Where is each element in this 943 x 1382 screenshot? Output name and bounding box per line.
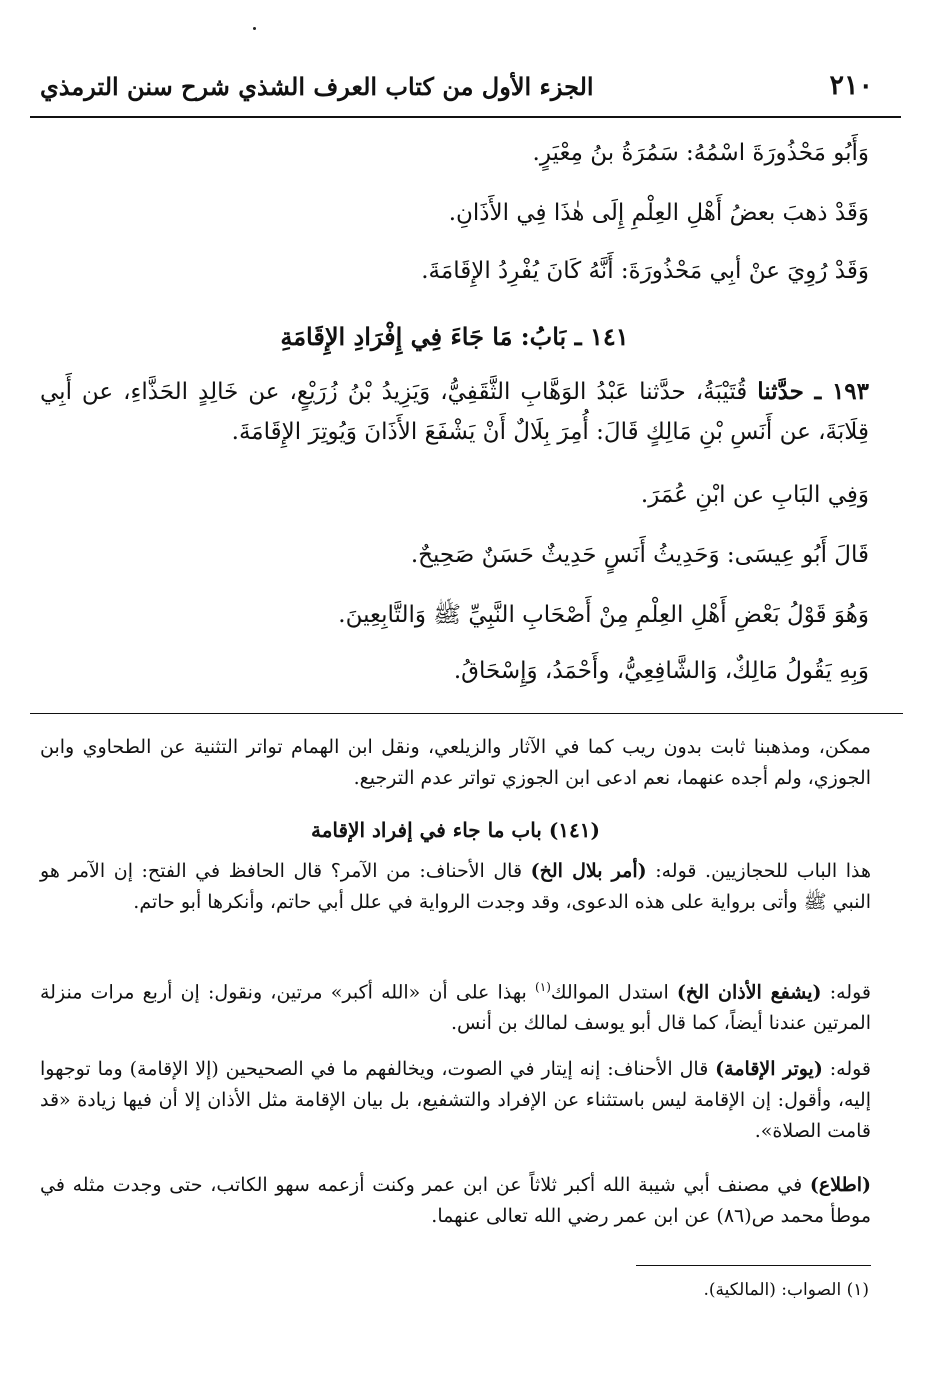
- commentary-paragraph: [40, 856, 871, 918]
- commentary-intro: ممكن، ومذهبنا ثابت بدون ريب كما في الآثار والزيلعي، ونقل ابن الهمام تواتر التثنية عن الطحاوي وابن الجوزي، ولم أجده عنهما، نعم ادعى ابن الجوزي تواتر عدم الترجيع.: [40, 736, 871, 789]
- text-run: قال الأحناف: إنه إيتار في الصوت، ويخالفهم ما في الصحيحين (إلا الإقامة) وما توجهوا إليه، وأقول: إن الإقامة ليس باستثناء عن الإفراد والتشفيع، بل بيان الإقامة مثل الأذان إلا أن فيها زيادة «قد قامت الصلاة».: [40, 1058, 871, 1142]
- hadith-line: قَالَ أَبُو عِيسَى: وَحَدِيثُ أَنَسٍ حَدِيثٌ حَسَنٌ صَحِيحٌ.: [410, 542, 869, 568]
- commentary-subheading: (١٤١) باب ما جاء في إفراد الإقامة: [311, 818, 600, 842]
- hadith-line: وَفِي البَابِ عن ابْنِ عُمَرَ.: [640, 482, 869, 508]
- keyword: (أمر بلال الخ): [530, 860, 647, 882]
- hadith-line: وَهُوَ قَوْلُ بَعْضِ أَهْلِ العِلْمِ مِنْ أَصْحَابِ النَّبِيِّ ﷺ وَالتَّابِعِينَ.: [338, 602, 869, 628]
- hadith-line: وَأَبُو مَحْذُورَةَ اسْمُهُ: سَمُرَةُ بنُ مِعْيَرٍ.: [532, 140, 869, 166]
- footnote-ref: (١): [535, 980, 551, 994]
- chapter-title: ١٤١ ـ بَابُ: مَا جَاءَ فِي إِفْرَادِ الإِقَامَةِ: [280, 322, 629, 351]
- hadith-number: ١٩٣ ـ حدَّثنا: [757, 378, 869, 405]
- commentary-paragraph: [40, 1170, 871, 1232]
- keyword: (يوتر الإقامة): [715, 1058, 823, 1080]
- text-run: في مصنف أبي شيبة الله أكبر ثلاثاً عن ابن عمر وكنت أزعمه سهو الكاتب، حتى وجدت مثله في موطأ محمد ص(٨٦) عن ابن عمر رضي الله تعالى عنهما.: [40, 1174, 871, 1227]
- page-number: ٢١٠: [829, 70, 873, 101]
- text-run: هذا الباب للحجازيين. قوله:: [655, 860, 872, 882]
- commentary-section: [40, 0, 871, 1260]
- keyword: (اطلاع): [809, 1174, 871, 1196]
- text-run: قوله:: [829, 1058, 872, 1080]
- text-run: بهذا على أن «الله أكبر» مرتين، ونقول: إن أربع مرات منزلة المرتين عندنا أيضاً، كما قال أبو يوسف لمالك بن أنس.: [40, 981, 871, 1035]
- hadith-line: وَقَدْ ذهبَ بعضُ أَهْلِ العِلْمِ إِلَى هٰذَا فِي الأَذَانِ.: [448, 200, 869, 226]
- footnote: (١) الصواب: (المالكية).: [703, 1280, 869, 1300]
- hadith-line: وَبِهِ يَقُولُ مَالِكٌ، وَالشَّافِعِيُّ، وأَحْمَدُ، وَإِسْحَاقُ.: [453, 658, 869, 684]
- text-run: قوله:: [829, 981, 871, 1004]
- commentary-paragraph: [40, 972, 871, 1039]
- text-run: استدل الموالك: [550, 981, 669, 1004]
- commentary-paragraph: [40, 1054, 871, 1147]
- text-run: قال الأحناف: من الآمر؟ قال الحافظ في الفتح: إن الآمر هو النبي ﷺ وأتى برواية على هذه الدعوى، وقد وجدت الرواية في علل أبي حاتم، وأنكرها أبو حاتم.: [40, 860, 871, 913]
- footnote-rule: [636, 1265, 871, 1266]
- hadith-line: وَقَدْ رُوِيَ عنْ أبِي مَحْذُورَةَ: أَنَّهُ كَانَ يُفْرِدُ الإِقَامَةَ.: [421, 258, 869, 284]
- hadith-text: قُتَيْبَةُ، حدَّثنا عَبْدُ الوَهَّابِ الثَّقَفِيُّ، وَيَزِيدُ بْنُ زُرَيْعٍ، عن خَالِدٍ الحَذَّاءِ، عن أَبِي قِلَابَةَ، عن أَنَسِ بْنِ مَالِكٍ قَالَ: أُمِرَ بِلَالٌ أَنْ يَشْفَعَ الأَذَانَ وَيُوتِرَ الإِقَامَةَ.: [40, 379, 869, 445]
- book-title: الجزء الأول من كتاب العرف الشذي شرح سنن الترمذي: [40, 72, 594, 101]
- keyword: (يشفع الأذان الخ): [676, 981, 822, 1004]
